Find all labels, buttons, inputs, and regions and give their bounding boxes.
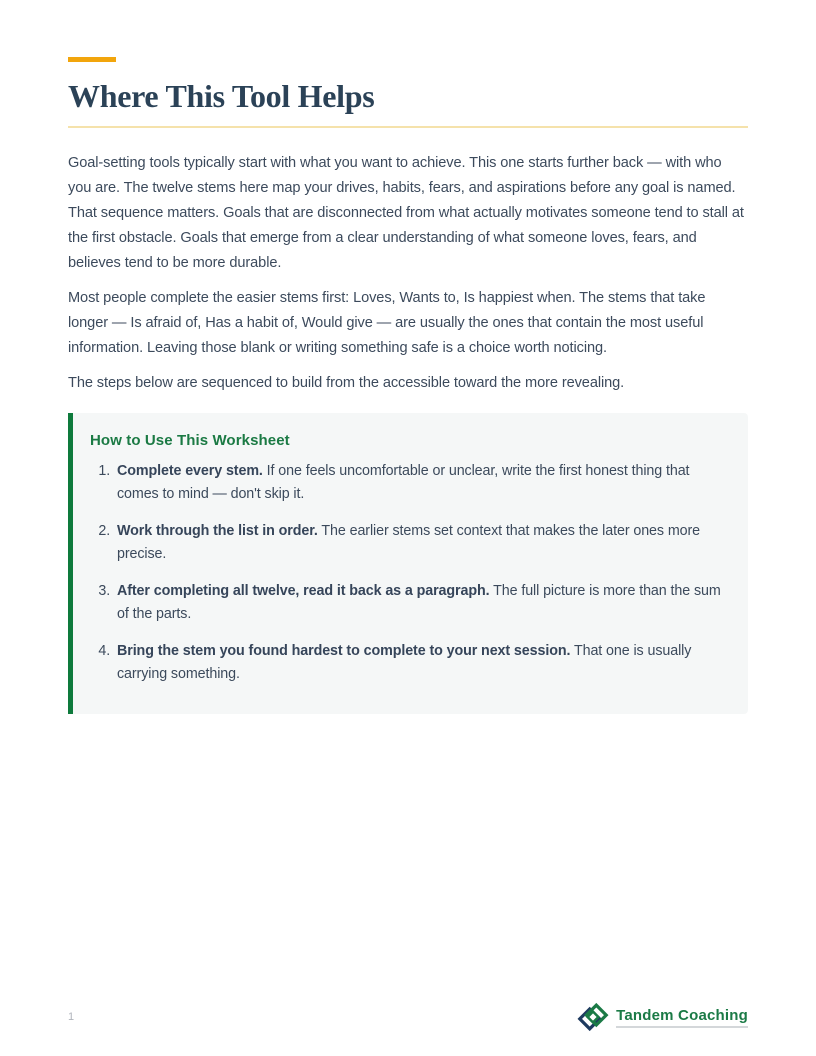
instruction-item-2 [114, 520, 724, 566]
page-number: 1 [68, 1011, 75, 1023]
intro-paragraph-1: Goal-setting tools typically start with what you want to achieve. This one starts further back — with who you are. The twelve stems here map your drives, habits, fears, and aspirations before any goal is named. That sequence matters. Goals that are disconnected from what actually motivates someone tend to stall at the first obstacle. Goals that emerge from a clear understanding of what someone loves, fears, and believes tend to be more durable. [68, 155, 744, 272]
instruction-item-3-text: The full picture is more than the sum of the parts. [117, 583, 721, 623]
instruction-item-1 [114, 460, 724, 506]
instruction-item-3 [114, 580, 724, 626]
page-footer [68, 998, 748, 1036]
callout-heading: How to Use This Worksheet [90, 432, 290, 450]
instruction-list [90, 460, 724, 686]
instruction-item-1-lead: Complete every stem. [117, 463, 263, 480]
page-title: Where This Tool Helps [68, 79, 748, 128]
instruction-item-1-text: If one feels uncomfortable or unclear, write the first honest thing that comes to mind — don't skip it. [117, 463, 690, 503]
intro-paragraph-2: Most people complete the easier stems first: Loves, Wants to, Is happiest when. The stems that take longer — Is afraid of, Has a habit of, Would give — are usually the ones that contain the most useful information. Leaving those blank or writing something safe is a choice worth noticing. [68, 290, 706, 357]
brand-name: Tandem Coaching [616, 1007, 748, 1028]
instruction-item-2-lead: Work through the list in order. [117, 523, 318, 540]
intro-paragraph-3: The steps below are sequenced to build from the accessible toward the more revealing. [68, 375, 625, 392]
tandem-logo-icon [576, 1000, 610, 1034]
instruction-item-4 [114, 640, 724, 686]
brand-logo [576, 1000, 748, 1034]
instruction-item-4-text: That one is usually carrying something. [117, 643, 692, 683]
instruction-item-2-text: The earlier stems set context that makes the later ones more precise. [117, 523, 700, 563]
instruction-item-4-lead: Bring the stem you found hardest to complete to your next session. [117, 643, 571, 660]
how-to-callout [68, 413, 748, 714]
title-accent-bar [68, 57, 116, 62]
instruction-item-3-lead: After completing all twelve, read it back as a paragraph. [117, 583, 490, 600]
